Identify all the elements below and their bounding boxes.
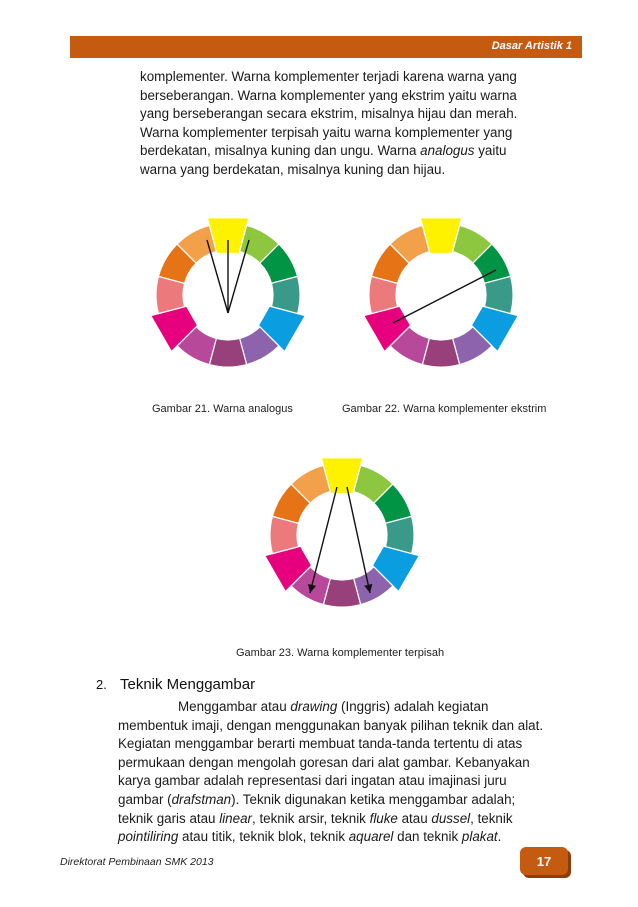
body-line xyxy=(118,810,565,829)
body-text: (Inggris) adalah kegiatan xyxy=(337,699,489,714)
figure-22-caption: Gambar 22. Warna komplementer ekstrim xyxy=(342,403,547,415)
section-heading xyxy=(96,676,255,693)
color-wheel-analogus xyxy=(148,210,308,380)
aquarel-term: aquarel xyxy=(348,829,394,845)
body-text: ). Teknik digunakan ketika menggambar adalah; xyxy=(231,791,516,807)
body-text: atau xyxy=(397,810,432,826)
section-number: 2. xyxy=(96,677,107,692)
body-text: . xyxy=(497,829,502,845)
drawing-term: drawing xyxy=(290,699,338,714)
intro-line: komplementer. Warna komplementer terjadi karena warna yang xyxy=(140,69,517,84)
intro-line: berseberangan. Warna komplementer yang ekstrim yaitu warna xyxy=(140,87,517,103)
body-text: teknik garis atau xyxy=(118,810,220,826)
intro-line xyxy=(140,142,565,161)
body-paragraph xyxy=(118,698,565,847)
body-text: atau titik, teknik blok, teknik xyxy=(178,829,349,845)
header-title: Dasar Artistik 1 xyxy=(491,40,572,52)
body-text: gambar ( xyxy=(118,791,172,807)
body-line: permukaan dengan mengolah goresan dari alat gambar. Kebanyakan xyxy=(118,754,530,770)
footer-text: Direktorat Pembinaan SMK 2013 xyxy=(60,856,214,868)
body-text: Menggambar atau xyxy=(178,699,291,714)
intro-line: Warna komplementer terpisah yaitu warna komplementer yang xyxy=(140,124,513,140)
intro-paragraph xyxy=(140,68,565,180)
body-line: membentuk imaji, dengan menggunakan banyak pilihan teknik dan alat. xyxy=(118,717,544,733)
figure-21-caption: Gambar 21. Warna analogus xyxy=(152,403,293,415)
pointiliring-term: pointiliring xyxy=(118,829,179,845)
intro-text: berdekatan, misalnya kuning dan ungu. Warna xyxy=(140,143,421,159)
body-line: karya gambar adalah representasi dari ingatan atau imajinasi juru xyxy=(118,773,507,789)
body-line: Kegiatan menggambar berarti membuat tanda-tanda tertentu di atas xyxy=(118,736,523,752)
body-line xyxy=(118,828,565,847)
section-title: Teknik Menggambar xyxy=(120,676,256,693)
plakat-term: plakat xyxy=(461,829,498,845)
color-wheel-split-complementary xyxy=(262,450,422,620)
page-number-badge: 17 xyxy=(520,847,568,875)
body-line xyxy=(118,791,565,810)
analogus-term: analogus xyxy=(420,143,475,159)
drafstman-term: drafstman xyxy=(171,791,232,807)
intro-line: warna yang berdekatan, misalnya kuning dan hijau. xyxy=(140,161,446,177)
linear-term: linear xyxy=(219,810,252,826)
intro-text: yaitu xyxy=(474,143,507,159)
fluke-term: fluke xyxy=(369,810,398,826)
dussel-term: dussel xyxy=(431,810,471,826)
body-text: , teknik arsir, teknik xyxy=(252,810,370,826)
header-bar xyxy=(70,36,582,58)
body-text: dan teknik xyxy=(393,829,462,845)
intro-line: yang berseberangan secara ekstrim, misalnya hijau dan merah. xyxy=(140,106,518,122)
figure-23-caption: Gambar 23. Warna komplementer terpisah xyxy=(236,647,445,659)
body-text: , teknik xyxy=(470,810,513,826)
body-line xyxy=(118,698,565,717)
color-wheel-complementary-extreme xyxy=(361,210,521,380)
